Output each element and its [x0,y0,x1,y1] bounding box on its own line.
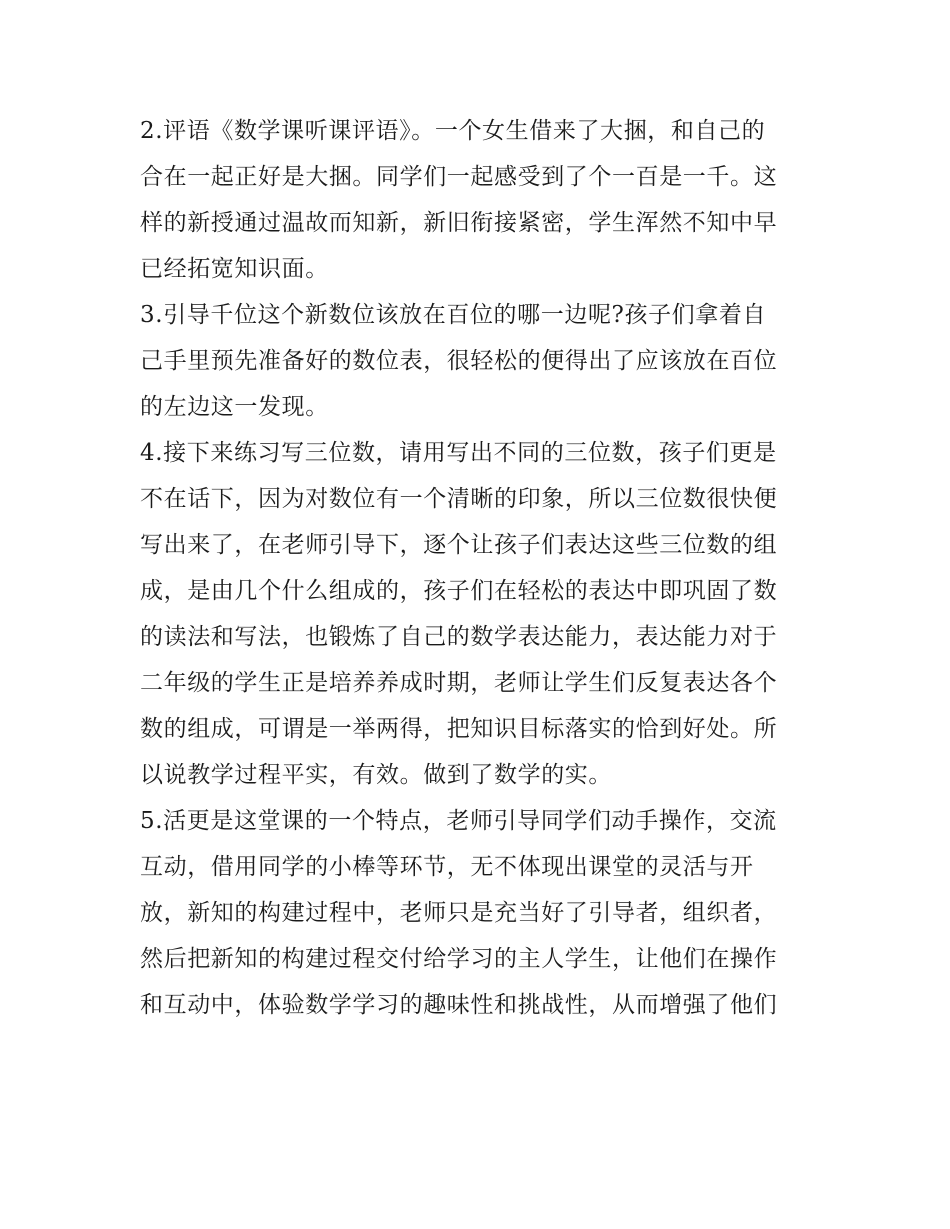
text-line: 写出来了，在老师引导下，逐个让孩子们表达这些三位数的组 [140,532,778,558]
text-line: 2.评语《数学课听课评语》。一个女生借来了大捆，和自己的 [140,118,766,144]
paragraph-3 [140,292,812,430]
text-line: 3.引导千位这个新数位该放在百位的哪一边呢?孩子们拿着自 [140,302,767,328]
text-line: 合在一起正好是大捆。同学们一起感受到了个一百是一千。这 [140,164,778,190]
paragraph-2 [140,108,812,292]
text-line: 和互动中，体验数学学习的趣味性和挑战性，从而增强了他们 [140,992,778,1018]
text-line: 互动，借用同学的小棒等环节，无不体现出课堂的灵活与开 [140,854,754,880]
text-line: 然后把新知的构建过程交付给学习的主人学生，让他们在操作 [140,946,778,972]
text-line: 二年级的学生正是培养养成时期，老师让学生们反复表达各个 [140,670,778,696]
text-line: 成，是由几个什么组成的，孩子们在轻松的表达中即巩固了数 [140,578,778,604]
text-line: 数的组成，可谓是一举两得，把知识目标落实的恰到好处。所 [140,716,778,742]
text-line: 己手里预先准备好的数位表，很轻松的便得出了应该放在百位 [140,348,778,374]
text-line: 样的新授通过温故而知新，新旧衔接紧密，学生浑然不知中早 [140,210,778,236]
text-line: 的左边这一发现。 [140,394,329,420]
text-line: 不在话下，因为对数位有一个清晰的印象，所以三位数很快便 [140,486,778,512]
text-line: 5.活更是这堂课的一个特点，老师引导同学们动手操作，交流 [140,808,777,834]
text-line: 的读法和写法，也锻炼了自己的数学表达能力，表达能力对于 [140,624,778,650]
document-body [140,108,812,1028]
text-line: 4.接下来练习写三位数，请用写出不同的三位数，孩子们更是 [140,440,777,466]
paragraph-5 [140,798,812,1028]
text-line: 已经拓宽知识面。 [140,256,329,282]
paragraph-4 [140,430,812,798]
text-line: 放，新知的构建过程中，老师只是充当好了引导者，组织者， [140,900,778,926]
text-line: 以说教学过程平实，有效。做到了数学的实。 [140,762,612,788]
